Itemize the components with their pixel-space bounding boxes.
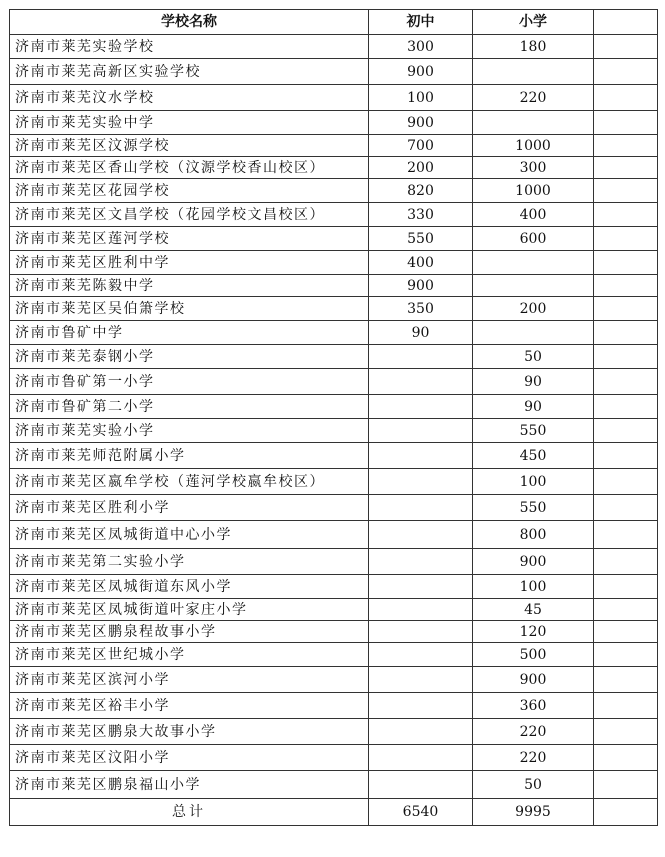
total-extra-cell	[594, 799, 658, 826]
middle-count-cell	[369, 575, 473, 599]
extra-cell	[594, 419, 658, 443]
middle-count-cell: 200	[369, 157, 473, 179]
middle-count-cell: 700	[369, 135, 473, 157]
extra-cell	[594, 621, 658, 643]
extra-cell	[594, 135, 658, 157]
extra-cell	[594, 693, 658, 719]
middle-count-cell	[369, 419, 473, 443]
school-name-cell: 济南市莱芜区裕丰小学	[10, 693, 369, 719]
school-name-cell: 济南市莱芜区滨河小学	[10, 667, 369, 693]
primary-count-cell: 90	[473, 395, 594, 419]
header-primary-school: 小学	[473, 10, 594, 35]
extra-cell	[594, 59, 658, 85]
table-body	[10, 35, 658, 799]
primary-count-cell	[473, 321, 594, 345]
primary-count-cell: 100	[473, 575, 594, 599]
extra-cell	[594, 179, 658, 203]
primary-count-cell: 180	[473, 35, 594, 59]
middle-count-cell: 820	[369, 179, 473, 203]
enrollment-table	[9, 9, 658, 826]
table-row	[10, 521, 658, 549]
school-name-cell: 济南市莱芜汶水学校	[10, 85, 369, 111]
school-name-cell: 济南市莱芜区鹏泉大故事小学	[10, 719, 369, 745]
table-row	[10, 719, 658, 745]
table-row	[10, 745, 658, 771]
school-name-cell: 济南市鲁矿第二小学	[10, 395, 369, 419]
table-row	[10, 321, 658, 345]
extra-cell	[594, 85, 658, 111]
table-row	[10, 643, 658, 667]
primary-count-cell: 550	[473, 419, 594, 443]
school-name-cell: 济南市莱芜区莲河学校	[10, 227, 369, 251]
middle-count-cell: 350	[369, 297, 473, 321]
total-row	[10, 799, 658, 826]
extra-cell	[594, 719, 658, 745]
table-row	[10, 469, 658, 495]
extra-cell	[594, 667, 658, 693]
school-name-cell: 济南市莱芜师范附属小学	[10, 443, 369, 469]
school-name-cell: 济南市莱芜区汶阳小学	[10, 745, 369, 771]
school-name-cell: 济南市莱芜实验小学	[10, 419, 369, 443]
middle-count-cell	[369, 395, 473, 419]
extra-cell	[594, 227, 658, 251]
extra-cell	[594, 771, 658, 799]
middle-count-cell: 90	[369, 321, 473, 345]
primary-count-cell	[473, 111, 594, 135]
extra-cell	[594, 469, 658, 495]
table-row	[10, 443, 658, 469]
primary-count-cell: 550	[473, 495, 594, 521]
extra-cell	[594, 111, 658, 135]
primary-count-cell	[473, 59, 594, 85]
primary-count-cell: 100	[473, 469, 594, 495]
primary-count-cell: 600	[473, 227, 594, 251]
table-row	[10, 35, 658, 59]
primary-count-cell: 1000	[473, 135, 594, 157]
extra-cell	[594, 297, 658, 321]
primary-count-cell: 90	[473, 369, 594, 395]
middle-count-cell	[369, 693, 473, 719]
header-extra-column	[594, 10, 658, 35]
table-row	[10, 693, 658, 719]
table-row	[10, 419, 658, 443]
primary-count-cell: 120	[473, 621, 594, 643]
school-name-cell: 济南市莱芜区汶源学校	[10, 135, 369, 157]
primary-count-cell: 220	[473, 85, 594, 111]
middle-count-cell	[369, 621, 473, 643]
table-row	[10, 621, 658, 643]
middle-count-cell	[369, 369, 473, 395]
table-row	[10, 157, 658, 179]
school-name-cell: 济南市莱芜区嬴牟学校（莲河学校嬴牟校区）	[10, 469, 369, 495]
extra-cell	[594, 395, 658, 419]
extra-cell	[594, 643, 658, 667]
table-row	[10, 599, 658, 621]
primary-count-cell: 400	[473, 203, 594, 227]
middle-count-cell	[369, 521, 473, 549]
extra-cell	[594, 275, 658, 297]
table-row	[10, 369, 658, 395]
table-row	[10, 667, 658, 693]
primary-count-cell: 800	[473, 521, 594, 549]
middle-count-cell	[369, 667, 473, 693]
school-name-cell: 济南市莱芜实验中学	[10, 111, 369, 135]
middle-count-cell	[369, 469, 473, 495]
school-name-cell: 济南市莱芜区吴伯箫学校	[10, 297, 369, 321]
primary-count-cell: 220	[473, 719, 594, 745]
total-primary: 9995	[473, 799, 594, 826]
school-name-cell: 济南市莱芜实验学校	[10, 35, 369, 59]
middle-count-cell: 900	[369, 275, 473, 297]
extra-cell	[594, 203, 658, 227]
primary-count-cell: 45	[473, 599, 594, 621]
extra-cell	[594, 549, 658, 575]
school-name-cell: 济南市莱芜区凤城街道叶家庄小学	[10, 599, 369, 621]
school-name-cell: 济南市莱芜区鹏泉福山小学	[10, 771, 369, 799]
primary-count-cell: 300	[473, 157, 594, 179]
extra-cell	[594, 745, 658, 771]
table-row	[10, 179, 658, 203]
primary-count-cell: 1000	[473, 179, 594, 203]
primary-count-cell: 50	[473, 771, 594, 799]
middle-count-cell: 400	[369, 251, 473, 275]
extra-cell	[594, 521, 658, 549]
middle-count-cell: 330	[369, 203, 473, 227]
header-row	[10, 10, 658, 35]
middle-count-cell	[369, 443, 473, 469]
school-name-cell: 济南市鲁矿第一小学	[10, 369, 369, 395]
document-page	[9, 9, 658, 826]
table-row	[10, 297, 658, 321]
middle-count-cell: 550	[369, 227, 473, 251]
extra-cell	[594, 369, 658, 395]
table-row	[10, 275, 658, 297]
table-row	[10, 59, 658, 85]
table-row	[10, 111, 658, 135]
table-row	[10, 203, 658, 227]
primary-count-cell: 450	[473, 443, 594, 469]
primary-count-cell: 50	[473, 345, 594, 369]
school-name-cell: 济南市莱芜区胜利中学	[10, 251, 369, 275]
school-name-cell: 济南市莱芜区凤城街道中心小学	[10, 521, 369, 549]
table-row	[10, 85, 658, 111]
middle-count-cell	[369, 345, 473, 369]
table-row	[10, 251, 658, 275]
primary-count-cell: 900	[473, 549, 594, 575]
extra-cell	[594, 321, 658, 345]
middle-count-cell	[369, 719, 473, 745]
school-name-cell: 济南市莱芜区凤城街道东风小学	[10, 575, 369, 599]
school-name-cell: 济南市莱芜区文昌学校（花园学校文昌校区）	[10, 203, 369, 227]
middle-count-cell	[369, 745, 473, 771]
total-middle: 6540	[369, 799, 473, 826]
school-name-cell: 济南市莱芜第二实验小学	[10, 549, 369, 575]
school-name-cell: 济南市莱芜陈毅中学	[10, 275, 369, 297]
school-name-cell: 济南市莱芜区香山学校（汶源学校香山校区）	[10, 157, 369, 179]
table-row	[10, 549, 658, 575]
middle-count-cell: 900	[369, 59, 473, 85]
header-middle-school: 初中	[369, 10, 473, 35]
middle-count-cell: 100	[369, 85, 473, 111]
primary-count-cell	[473, 251, 594, 275]
extra-cell	[594, 495, 658, 521]
middle-count-cell	[369, 495, 473, 521]
school-name-cell: 济南市莱芜区鹏泉程故事小学	[10, 621, 369, 643]
primary-count-cell: 500	[473, 643, 594, 667]
extra-cell	[594, 35, 658, 59]
primary-count-cell: 200	[473, 297, 594, 321]
primary-count-cell: 360	[473, 693, 594, 719]
school-name-cell: 济南市莱芜区世纪城小学	[10, 643, 369, 667]
extra-cell	[594, 575, 658, 599]
header-school-name: 学校名称	[10, 10, 369, 35]
school-name-cell: 济南市莱芜高新区实验学校	[10, 59, 369, 85]
school-name-cell: 济南市莱芜区胜利小学	[10, 495, 369, 521]
middle-count-cell	[369, 549, 473, 575]
school-name-cell: 济南市莱芜泰钢小学	[10, 345, 369, 369]
table-row	[10, 395, 658, 419]
primary-count-cell: 900	[473, 667, 594, 693]
extra-cell	[594, 599, 658, 621]
table-row	[10, 345, 658, 369]
table-row	[10, 135, 658, 157]
primary-count-cell	[473, 275, 594, 297]
middle-count-cell	[369, 771, 473, 799]
middle-count-cell	[369, 599, 473, 621]
table-row	[10, 495, 658, 521]
table-row	[10, 771, 658, 799]
school-name-cell: 济南市莱芜区花园学校	[10, 179, 369, 203]
table-row	[10, 575, 658, 599]
primary-count-cell: 220	[473, 745, 594, 771]
middle-count-cell: 900	[369, 111, 473, 135]
table-row	[10, 227, 658, 251]
middle-count-cell	[369, 643, 473, 667]
extra-cell	[594, 251, 658, 275]
middle-count-cell: 300	[369, 35, 473, 59]
extra-cell	[594, 157, 658, 179]
school-name-cell: 济南市鲁矿中学	[10, 321, 369, 345]
total-label: 总计	[10, 799, 369, 826]
extra-cell	[594, 345, 658, 369]
extra-cell	[594, 443, 658, 469]
